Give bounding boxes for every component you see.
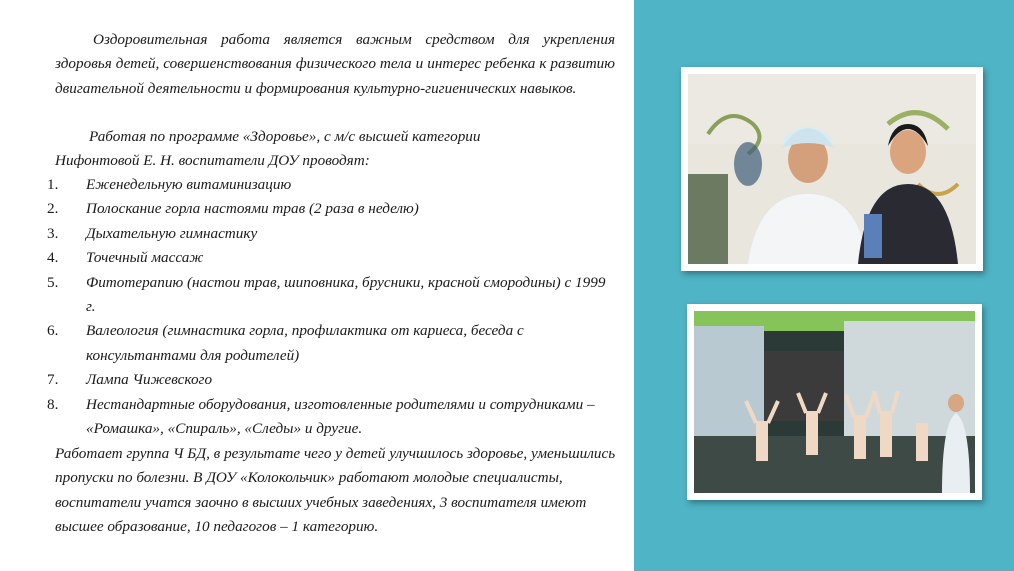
list-item-text: Дыхательную гимнастику [86,224,258,242]
list-item [0,393,615,442]
photo-nurse-and-teacher-image [688,74,976,264]
list-item-text: Точечный массаж [86,249,204,267]
outro-paragraph: Работает группа Ч БД, в результате чего у детей улучшилось здоровье, уменьшились пропуски по болезни. В ДОУ «Колокольчик» работают молодые специалисты, воспитатели учатся заочно в высших учебных заведениях, 3 воспитателя имеют высшее образование, 10 педагогов – 1 категорию. [55,445,616,536]
list-item [0,197,615,221]
list-item-text: Полоскание горла настоями трав (2 раза в неделю) [86,200,419,218]
list-item-number: 3. [47,224,59,242]
intro-paragraph: Оздоровительная работа является важным средством для укрепления здоровья детей, совершенствования физического тела и интерес ребенка к развитию двигательной деятельности и формирования культурно-гигиенических навыков. [55,31,615,97]
list-item [0,173,615,197]
list-item-number: 5. [47,273,59,291]
list-item-number: 2. [47,200,59,218]
list-item-text: Валеология (гимнастика горла, профилактика от кариеса, беседа с консультантами для родителей) [86,322,524,364]
photo-children-exercise-image [694,311,975,493]
list-item-number: 4. [47,249,59,267]
list-item [0,368,615,392]
list-item [0,319,615,368]
program-line-1: Работая по программе «Здоровье», с м/с высшей категории [89,128,481,145]
list-item [0,222,615,246]
list-item-text: Фитотерапию (настои трав, шиповника, брусники, красной смородины) с 1999 г. [86,273,606,316]
photo-children-exercise [687,304,982,500]
list-item-number: 8. [47,395,59,413]
list-item [0,271,615,320]
list-item-number: 7. [47,371,59,389]
list-item-number: 6. [47,322,59,340]
list-item-text: Лампа Чижевского [86,371,213,389]
list-item-text: Нестандартные оборудования, изготовленные родителями и сотрудниками – «Ромашка», «Спираль», «Следы» и другие. [86,395,595,438]
list-item [0,246,615,270]
health-measures-list [0,173,615,441]
program-line-2: Нифонтовой Е. Н. воспитатели ДОУ проводят: [55,152,370,170]
program-paragraph [55,125,615,174]
list-item-text: Еженедельную витаминизацию [86,176,292,193]
photo-nurse-and-teacher [681,67,983,271]
list-item-number: 1. [47,176,59,193]
